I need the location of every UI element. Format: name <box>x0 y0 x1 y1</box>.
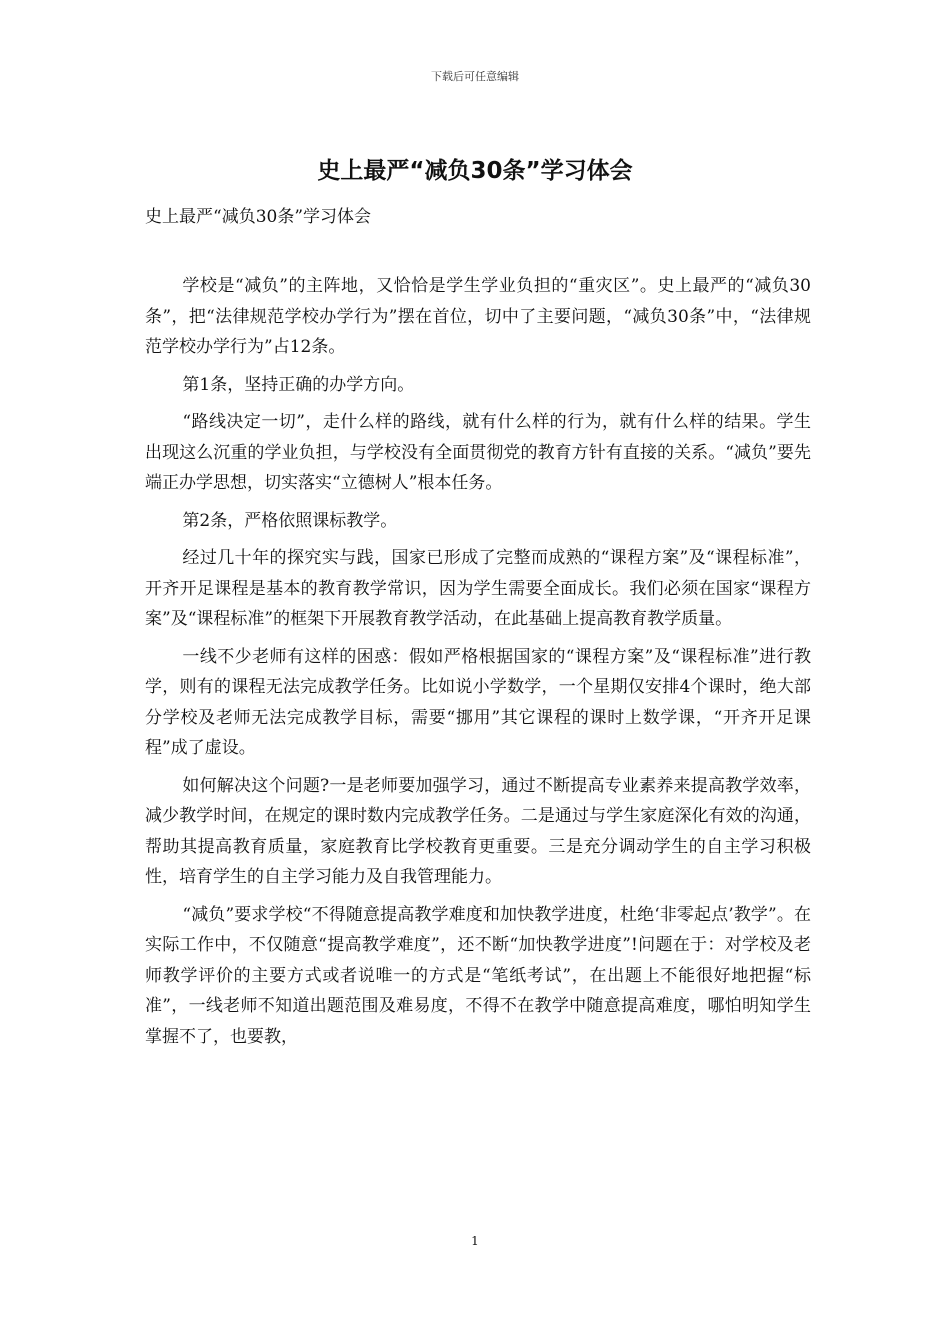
header-note: 下载后可任意编辑 <box>431 70 519 83</box>
paragraph: 第1条，坚持正确的办学方向。 <box>182 374 415 395</box>
paragraph: 如何解决这个问题?一是老师要加强学习，通过不断提高专业素养来提高教学效率，减少教学时间，在规定的课时数内完成教学任务。二是通过与学生家庭深化有效的沟通，帮助其提高教育质量，家庭教育比学校教育更重要。三是充分调动学生的自主学习积极性，培育学生的自主学习能力及自我管理能力。 <box>145 775 811 887</box>
document-body <box>145 271 811 1059</box>
paragraph: 一线不少老师有这样的困惑：假如严格根据国家的“课程方案”及“课程标准”进行教学，则有的课程无法完成教学任务。比如说小学数学，一个星期仅安排4个课时，绝大部分学校及老师无法完成教学目标，需要“挪用”其它课程的课时上数学课，“开齐开足课程”成了虚设。 <box>145 646 811 758</box>
paragraph: “路线决定一切”，走什么样的路线，就有什么样的行为，就有什么样的结果。学生出现这么沉重的学业负担，与学校没有全面贯彻党的教育方针有直接的关系。“减负”要先端正办学思想，切实落实“立德树人”根本任务。 <box>145 412 811 493</box>
paragraph: 第2条，严格依照课标教学。 <box>182 510 398 531</box>
paragraph: 学校是“减负”的主阵地，又恰恰是学生学业负担的“重灾区”。史上最严的“减负30条”，把“法律规范学校办学行为”摆在首位，切中了主要问题，“减负30条”中，“法律规范学校办学行为”占12条。 <box>145 276 811 357</box>
page-number: 1 <box>471 1234 479 1248</box>
document-title: 史上最严“减负30条”学习体会 <box>317 158 633 184</box>
paragraph: 经过几十年的探究实与践，国家已形成了完整而成熟的“课程方案”及“课程标准”，开齐开足课程是基本的教育教学常识，因为学生需要全面成长。我们必须在国家“课程方案”及“课程标准”的框架下开展教育教学活动，在此基础上提高教育教学质量。 <box>145 548 811 629</box>
document-subtitle: 史上最严“减负30条”学习体会 <box>145 207 372 227</box>
paragraph: “减负”要求学校“不得随意提高教学难度和加快教学进度，杜绝‘非零起点’教学”。在实际工作中，不仅随意“提高教学难度”，还不断“加快教学进度”!问题在于：对学校及老师教学评价的主要方式或者说唯一的方式是“笔纸考试”，在出题上不能很好地把握“标准”，一线老师不知道出题范围及难易度，不得不在教学中随意提高难度，哪怕明知学生掌握不了，也要教， <box>145 904 811 1047</box>
